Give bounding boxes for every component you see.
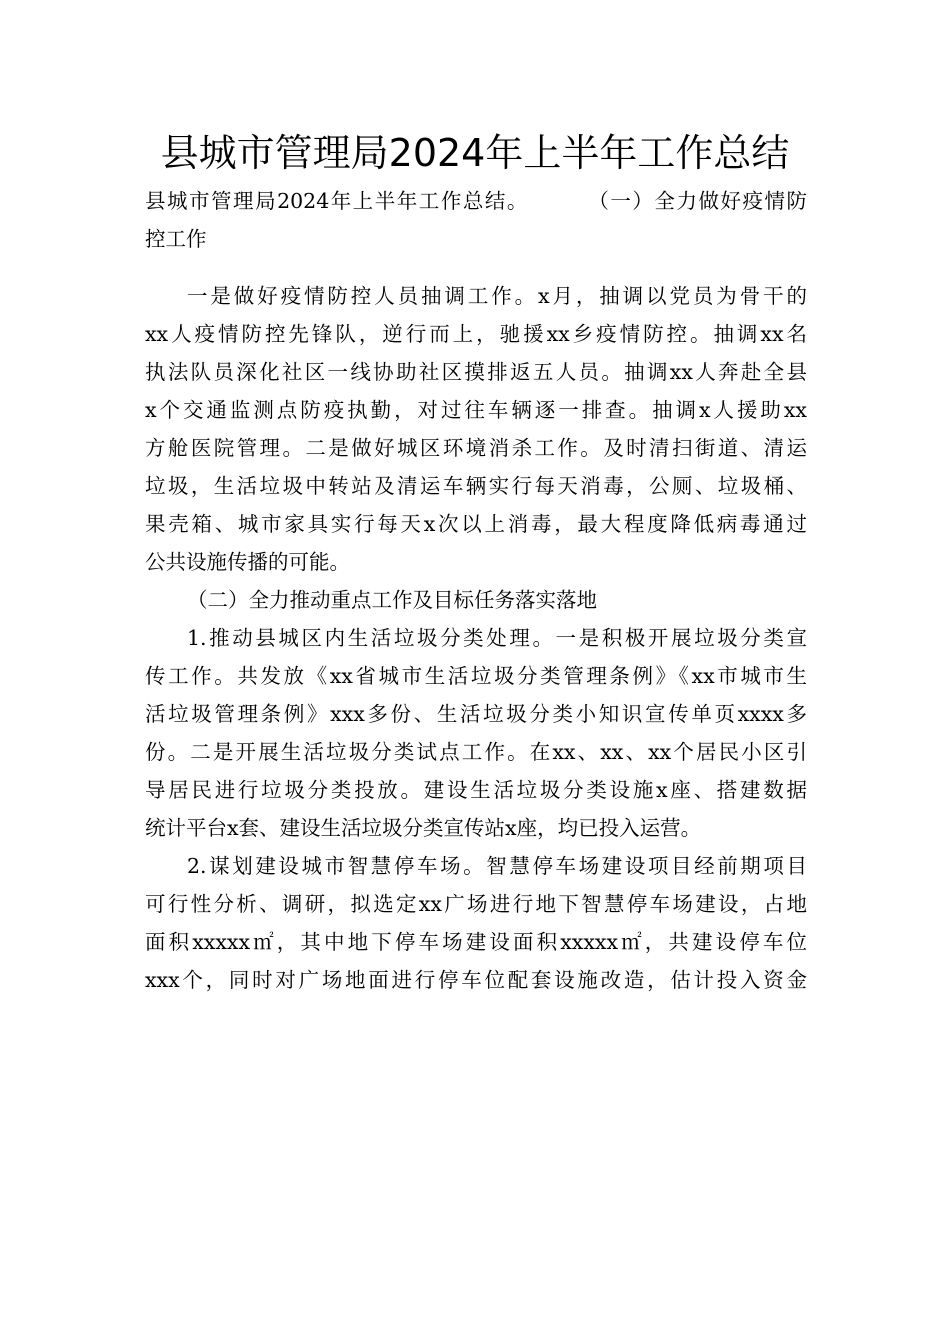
body-line: 份。二是开展生活垃圾分类试点工作。在xx、xx、xx个居民小区引	[145, 740, 807, 764]
paragraph-first-line: 1.推动县城区内生活垃圾分类处理。一是积极开展垃圾分类宣	[187, 626, 807, 650]
body-line: 活垃圾管理条例》xxx多份、生活垃圾分类小知识宣传单页xxxx多	[145, 702, 807, 726]
section-heading-inline: （一）全力做好疫情防	[586, 189, 808, 213]
body-line: 面积xxxxx㎡，其中地下停车场建设面积xxxxx㎡，共建设停车位	[145, 930, 807, 954]
body-line: 果壳箱、城市家具实行每天x次以上消毒，最大程度降低病毒通过	[145, 512, 807, 536]
body-line: 执法队员深化社区一线协助社区摸排返五人员。抽调xx人奔赴全县	[145, 360, 807, 384]
body-line-text: 县城市管理局2024年上半年工作总结。	[145, 189, 529, 213]
paragraph-gap	[145, 258, 807, 277]
document-title: 县城市管理局2024年上半年工作总结	[160, 131, 790, 175]
body-line	[145, 182, 807, 220]
body-line: 垃圾，生活垃圾中转站及清运车辆实行每天消毒，公厕、垃圾桶、	[145, 474, 807, 498]
section-heading: （二）全力推动重点工作及目标任务落实落地	[187, 588, 597, 612]
body-line: 可行性分析、调研，拟选定xx广场进行地下智慧停车场建设，占地	[145, 892, 807, 916]
body-line: xx人疫情防控先锋队，逆行而上，驰援xx乡疫情防控。抽调xx名	[145, 322, 807, 346]
body-line: 方舱医院管理。二是做好城区环境消杀工作。及时清扫街道、清运	[145, 436, 807, 460]
body-line: 公共设施传播的可能。	[145, 550, 350, 574]
body-line: 导居民进行垃圾分类投放。建设生活垃圾分类设施x座、搭建数据	[145, 778, 807, 802]
body-line: xxx个，同时对广场地面进行停车位配套设施改造，估计投入资金	[145, 968, 807, 992]
paragraph-first-line: 2.谋划建设城市智慧停车场。智慧停车场建设项目经前期项目	[187, 854, 807, 878]
body-line: 控工作	[145, 227, 207, 251]
document-body	[145, 182, 807, 999]
body-line: 传工作。共发放《xx省城市生活垃圾分类管理条例》《xx市城市生	[145, 664, 807, 688]
body-line: 统计平台x套、建设生活垃圾分类宣传站x座，均已投入运营。	[145, 816, 702, 840]
body-line: x个交通监测点防疫执勤，对过往车辆逐一排查。抽调x人援助xx	[145, 398, 807, 422]
paragraph-first-line: 一是做好疫情防控人员抽调工作。x月，抽调以党员为骨干的	[187, 284, 807, 308]
